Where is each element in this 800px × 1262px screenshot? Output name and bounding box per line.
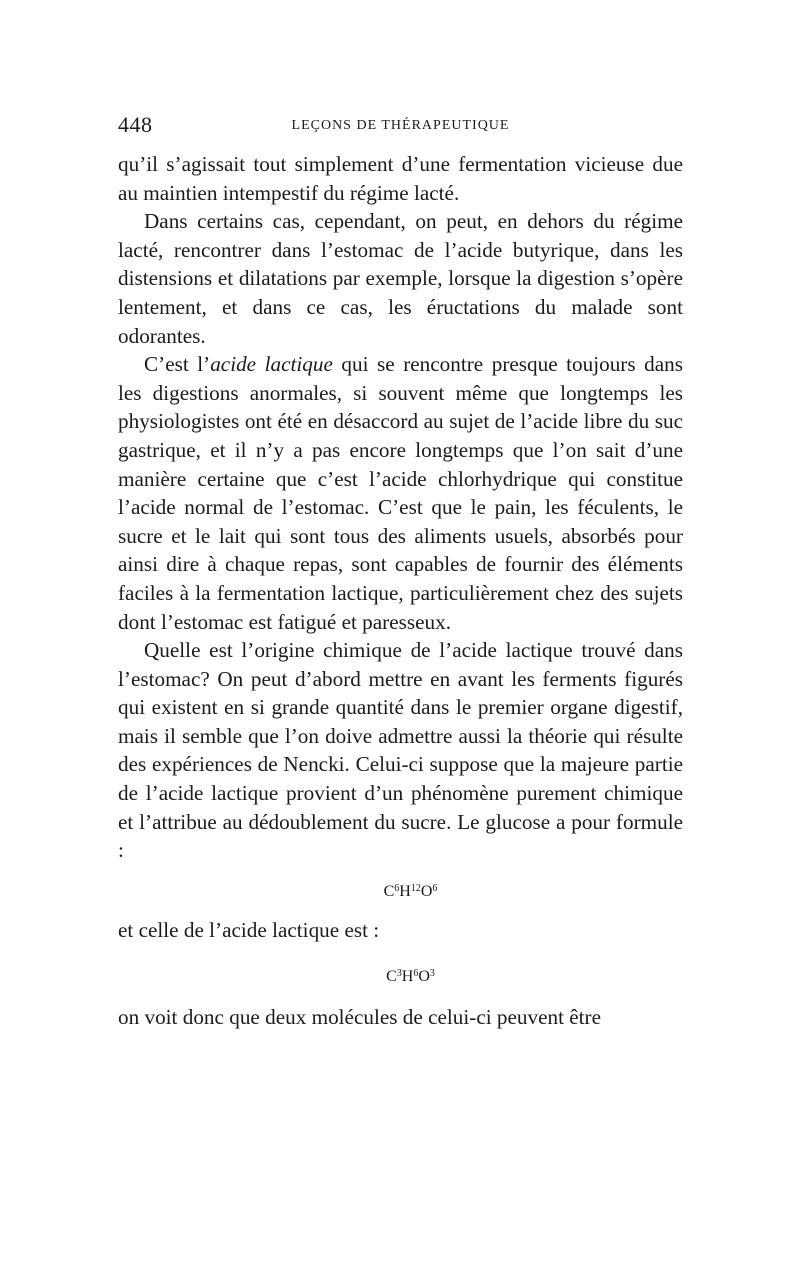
- formula-subscript: 3: [429, 968, 435, 980]
- page-number: 448: [118, 112, 153, 137]
- formula-subscript: 6: [413, 968, 419, 980]
- formula-subscript: 6: [394, 882, 400, 894]
- formula-subscript: 6: [432, 882, 438, 894]
- paragraph: et celle de l’acide lactique est :: [118, 917, 380, 942]
- paragraph: Quelle est l’origine chimique de l’acide lactique trouvé dans l’estomac? On peut d’abord mettre en avant les ferments figurés qui existent en si grande quantité dans le premier organe digestif, mais il semble que l’on doive admettre aussi la théorie qui résulte des expériences de Nencki. Celui-ci suppose que la majeure partie de l’acide lactique provient d’un phénomène purement chimique et l’attribue au dédoublement du sucre. Le glucose a pour formule :: [118, 638, 683, 863]
- paragraph-text: C’est l’: [144, 352, 211, 377]
- paragraph: qu’il s’agissait tout simplement d’une fermentation vicieuse due au maintien intempestif du régime lacté.: [118, 152, 683, 205]
- formula-element: C: [386, 968, 397, 986]
- page-header: [118, 112, 683, 142]
- formula-subscript: 3: [396, 968, 402, 980]
- emphasis-term: acide lactique: [210, 352, 333, 377]
- paragraph: [118, 350, 683, 636]
- formula-element: O: [420, 882, 433, 900]
- formula-element: O: [418, 968, 430, 986]
- body-text: [118, 150, 683, 1032]
- formula-element: H: [399, 882, 411, 900]
- formula-glucose: [118, 881, 683, 900]
- formula-element: C: [383, 882, 395, 900]
- page-content: [118, 112, 683, 1032]
- paragraph-text: qui se rencontre presque toujours dans les digestions anormales, si souvent même que longtemps les physiologistes ont été en désaccord au sujet de l’acide libre du suc gastrique, et il n’y a pas encore longtemps que l’on sait d’une manière certaine que c’est l’acide chlorhydrique qui constitue l’acide normal de l’estomac. C’est que le pain, les féculents, le sucre et le lait qui sont tous des aliments usuels, absorbés pour ainsi dire à chaque repas, sont capables de fournir des éléments faciles à la fermentation lactique, particulièrement chez des sujets dont l’estomac est fatigué et paresseux.: [118, 352, 683, 634]
- paragraph: Dans certains cas, cependant, on peut, en dehors du régime lacté, rencontrer dans l’estomac de l’acide butyrique, dans les distensions et dilatations par exemple, lorsque la digestion s’opère lentement, et dans ce cas, les éructations du malade sont odorantes.: [118, 209, 683, 348]
- running-title: LEÇONS DE THÉRAPEUTIQUE: [291, 118, 510, 133]
- formula-lactic-acid: [118, 966, 683, 985]
- formula-subscript: 12: [410, 882, 421, 894]
- paragraph: on voit donc que deux molécules de celui-ci peuvent être: [118, 1005, 602, 1030]
- formula-element: H: [401, 968, 414, 986]
